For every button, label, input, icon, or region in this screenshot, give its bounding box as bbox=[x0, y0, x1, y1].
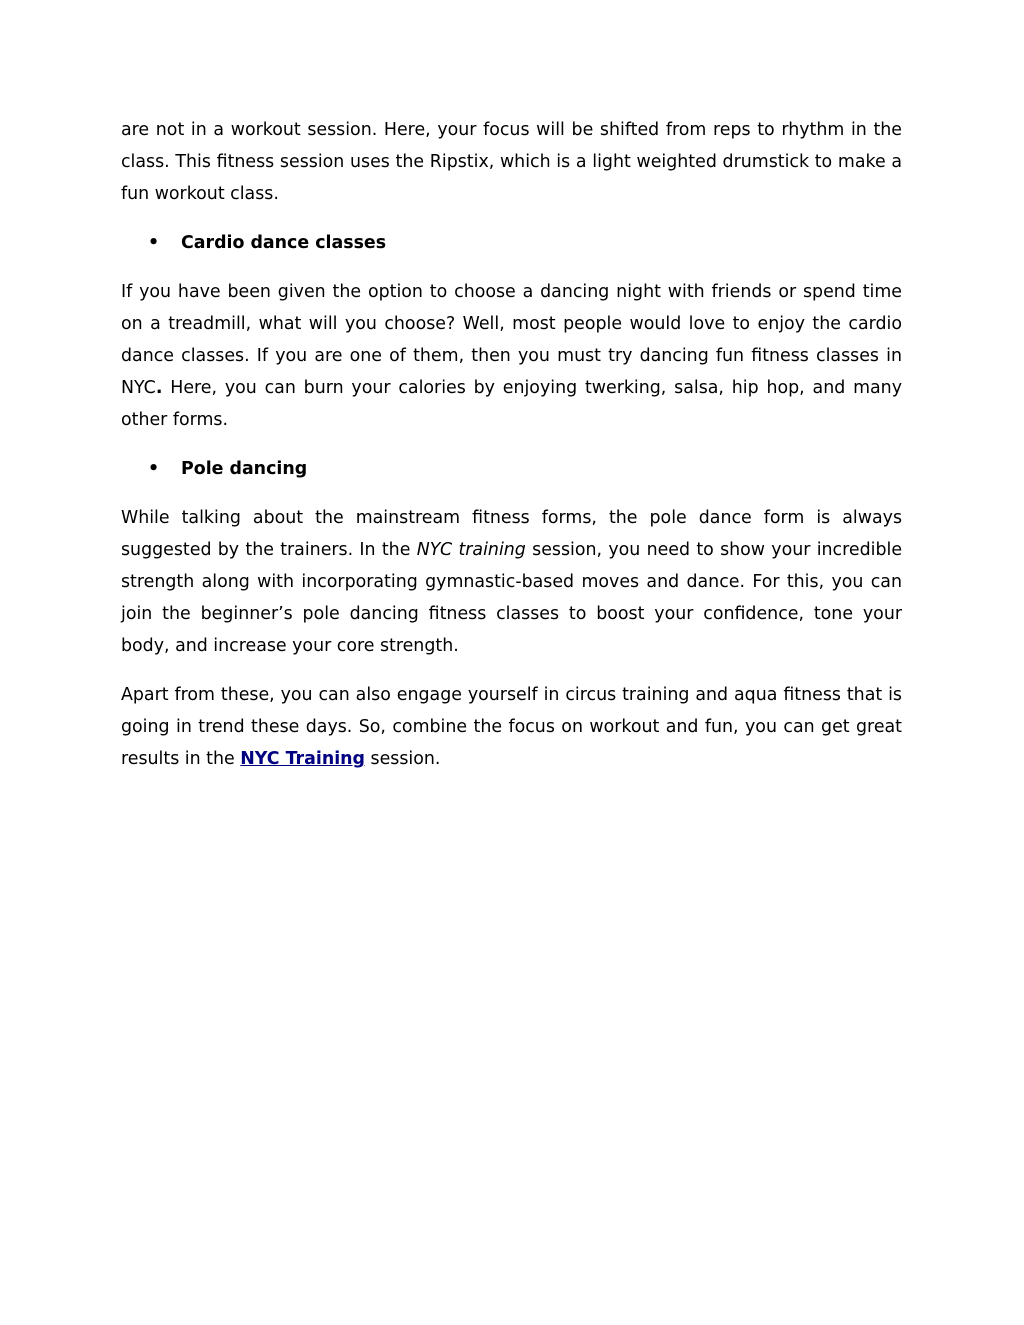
nyc-training-link[interactable]: NYC Training bbox=[240, 749, 365, 769]
bullet-pole-dancing bbox=[121, 453, 902, 485]
paragraph-pole bbox=[121, 502, 902, 662]
paragraph-ripstix: are not in a workout session. Here, your focus will be shifted from reps to rhythm in the class. This fitness session uses the Ripstix, which is a light weighted drumstick to make a fun workout class. bbox=[121, 120, 902, 204]
paragraph-conclusion-text: Apart from these, you can also engage yourself in circus training and aqua fitness that is going in trend these days. So, combine the focus on workout and fun, you can get great results in the bbox=[121, 685, 902, 769]
paragraph-conclusion bbox=[121, 679, 902, 775]
paragraph-cardio bbox=[121, 276, 902, 436]
paragraph-conclusion-text-after: session. bbox=[365, 749, 441, 769]
italic-nyc-training: NYC training bbox=[416, 540, 526, 560]
paragraph-cardio-text: If you have been given the option to choose a dancing night with friends or spend time on a treadmill, what will you choose? Well, most people would love to enjoy the cardio dance classes. If you are one of them, then you must try dancing fun fitness classes in NYC bbox=[121, 282, 902, 398]
bullet-marker: • bbox=[148, 459, 160, 479]
bullet-label-cardio: Cardio dance classes bbox=[181, 233, 387, 253]
paragraph-pole-text: While talking about the mainstream fitness forms, the pole dance form is always suggested by the trainers. In the bbox=[121, 508, 902, 560]
paragraph-pole-text-after: session, you need to show your incredible strength along with incorporating gymnastic-based moves and dance. For this, you can join the beginner’s pole dancing fitness classes to boost your confidence, tone your body, and increase your core strength. bbox=[121, 540, 903, 656]
bullet-marker: • bbox=[148, 233, 160, 253]
bullet-label-pole: Pole dancing bbox=[181, 459, 308, 479]
paragraph-cardio-text-after: Here, you can burn your calories by enjoying twerking, salsa, hip hop, and many other forms. bbox=[121, 378, 902, 430]
document-page bbox=[121, 114, 902, 775]
bold-period: . bbox=[155, 378, 163, 398]
bullet-cardio-dance bbox=[121, 227, 902, 259]
